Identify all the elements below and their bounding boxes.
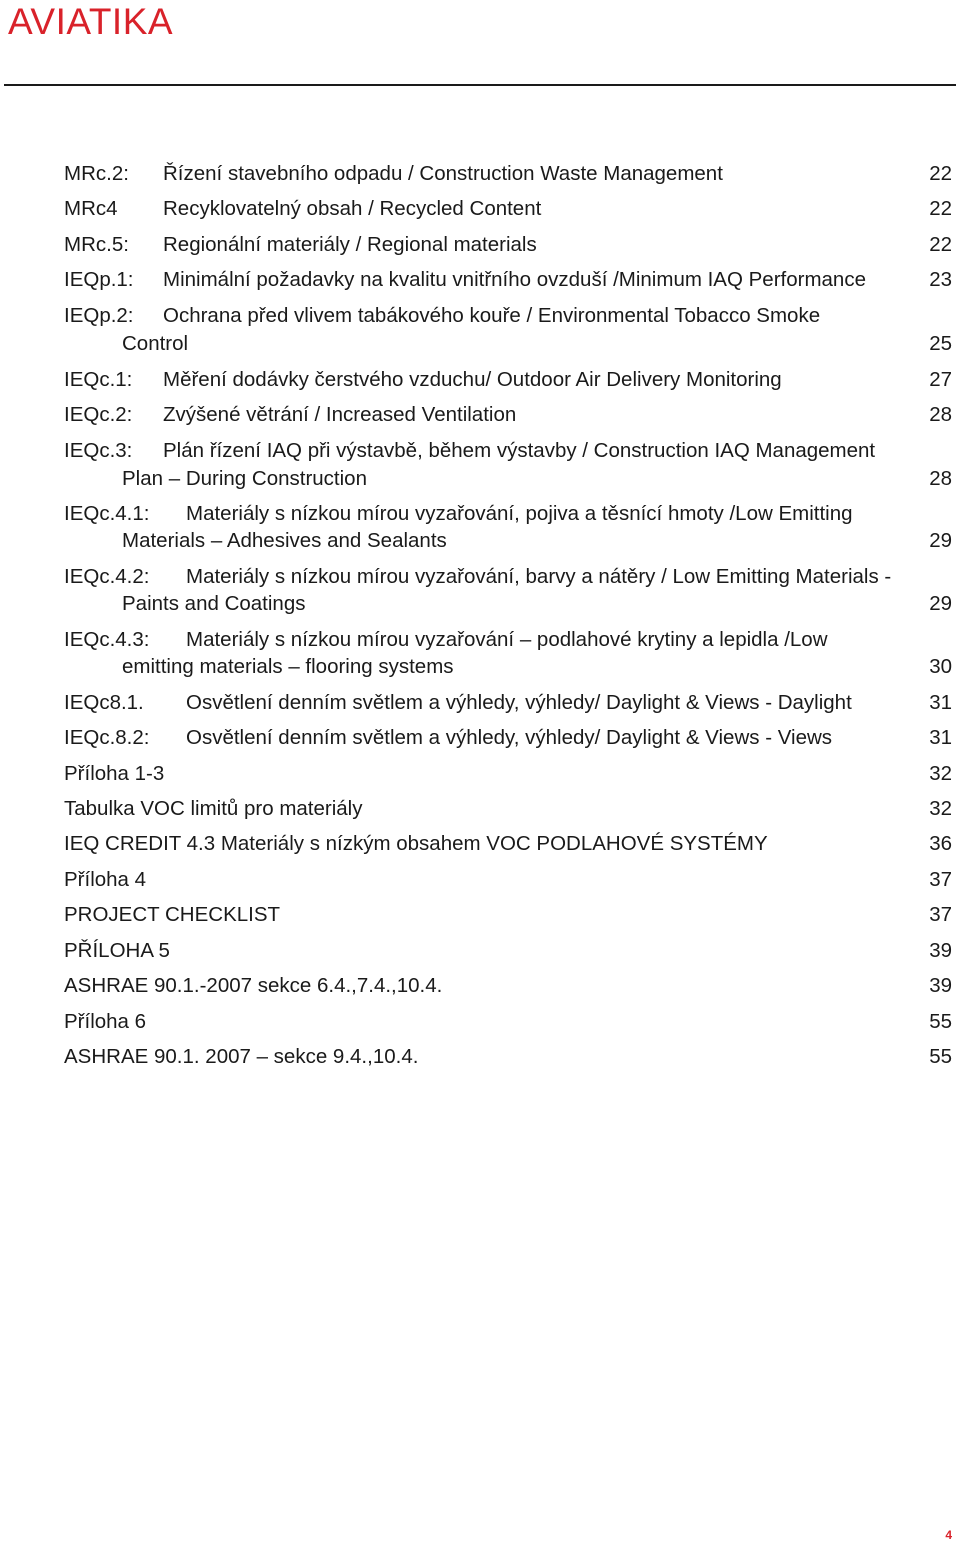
- toc-entry-code: IEQc.4.1:: [64, 502, 150, 525]
- toc-entry-title[interactable]: PŘÍLOHA 5: [64, 939, 170, 962]
- toc-entry-title[interactable]: IEQ CREDIT 4.3 Materiály s nízkým obsahem VOC PODLAHOVÉ SYSTÉMY: [64, 832, 768, 855]
- toc-entry-page: 36: [929, 832, 952, 855]
- toc-entry-code: IEQc.4.3:: [64, 628, 150, 651]
- toc-entry-title[interactable]: Tabulka VOC limitů pro materiály: [64, 797, 363, 820]
- toc-entry-code: IEQc8.1.: [64, 691, 144, 714]
- toc-entry-code: IEQc.4.2:: [64, 565, 150, 588]
- toc-entry-title[interactable]: Osvětlení denním světlem a výhledy, výhledy/ Daylight & Views - Daylight: [186, 691, 852, 714]
- toc-entry-page: 22: [929, 197, 952, 220]
- toc-entry-page: 22: [929, 233, 952, 256]
- toc-entry-page: 37: [929, 868, 952, 891]
- toc-entry-page: 55: [929, 1010, 952, 1033]
- toc-entry-page: 28: [929, 467, 952, 490]
- toc-entry-title[interactable]: ASHRAE 90.1. 2007 – sekce 9.4.,10.4.: [64, 1045, 419, 1068]
- header-divider: [4, 84, 956, 86]
- toc-entry-title[interactable]: Recyklovatelný obsah / Recycled Content: [163, 197, 542, 220]
- toc-entry-title[interactable]: ASHRAE 90.1.-2007 sekce 6.4.,7.4.,10.4.: [64, 974, 443, 997]
- toc-entry-page: 32: [929, 762, 952, 785]
- toc-entry-title[interactable]: Materiály s nízkou mírou vyzařování, pojiva a těsnící hmoty /Low Emitting: [186, 502, 853, 525]
- toc-entry-code: IEQc.1:: [64, 368, 133, 391]
- toc-entry-page: 28: [929, 403, 952, 426]
- toc-entry-title[interactable]: Příloha 6: [64, 1010, 147, 1033]
- toc-entry-page: 23: [929, 268, 952, 291]
- toc-entry-code: IEQp.1:: [64, 268, 134, 291]
- toc-entry-page: 32: [929, 797, 952, 820]
- brand-logo-text: AVIATIKA: [8, 1, 174, 42]
- toc-entry-code: IEQc.2:: [64, 403, 133, 426]
- toc-entry-title[interactable]: Zvýšené větrání / Increased Ventilation: [163, 403, 517, 426]
- toc-entry-code: MRc4: [64, 197, 118, 220]
- toc-entry-title[interactable]: Příloha 1-3: [64, 762, 165, 785]
- toc-entry-title[interactable]: Materiály s nízkou mírou vyzařování, barvy a nátěry / Low Emitting Materials -: [186, 565, 892, 588]
- toc-entry-page: 31: [929, 726, 952, 749]
- toc-entry-title-continued[interactable]: emitting materials – flooring systems: [122, 655, 454, 678]
- toc-entry-page: 29: [929, 529, 952, 552]
- toc-entry-page: 39: [929, 974, 952, 997]
- toc-entry-title[interactable]: Minimální požadavky na kvalitu vnitřního ovzduší /Minimum IAQ Performance: [163, 268, 866, 291]
- toc-entry-page: 27: [929, 368, 952, 391]
- toc-entry-title[interactable]: Materiály s nízkou mírou vyzařování – podlahové krytiny a lepidla /Low: [186, 628, 828, 651]
- toc-entry-title[interactable]: Osvětlení denním světlem a výhledy, výhledy/ Daylight & Views - Views: [186, 726, 833, 749]
- toc-entry-title[interactable]: Ochrana před vlivem tabákového kouře / Environmental Tobacco Smoke: [163, 304, 821, 327]
- toc-entry-code: IEQc.8.2:: [64, 726, 150, 749]
- toc-entry-title[interactable]: Regionální materiály / Regional materials: [163, 233, 537, 256]
- toc-entry-page: 29: [929, 592, 952, 615]
- toc-entry-page: 22: [929, 162, 952, 185]
- toc-entry-title-continued[interactable]: Materials – Adhesives and Sealants: [122, 529, 447, 552]
- toc-entry-title-continued[interactable]: Paints and Coatings: [122, 592, 306, 615]
- toc-entry-title[interactable]: Měření dodávky čerstvého vzduchu/ Outdoor Air Delivery Monitoring: [163, 368, 782, 391]
- toc-entry-page: 25: [929, 332, 952, 355]
- toc-entry-code: IEQc.3:: [64, 439, 133, 462]
- toc-entry-title[interactable]: PROJECT CHECKLIST: [64, 903, 281, 926]
- toc-entry-page: 55: [929, 1045, 952, 1068]
- toc-entry-title[interactable]: Plán řízení IAQ při výstavbě, během výstavby / Construction IAQ Management: [163, 439, 876, 462]
- toc-entry-code: MRc.5:: [64, 233, 129, 256]
- toc-entry-title[interactable]: Příloha 4: [64, 868, 147, 891]
- toc-entry-title-continued[interactable]: Plan – During Construction: [122, 467, 367, 490]
- toc-entry-code: MRc.2:: [64, 162, 129, 185]
- toc-entry-page: 37: [929, 903, 952, 926]
- toc-entry-title-continued[interactable]: Control: [122, 332, 189, 355]
- toc-entry-title[interactable]: Řízení stavebního odpadu / Construction Waste Management: [163, 162, 723, 185]
- toc-entry-page: 39: [929, 939, 952, 962]
- toc-entry-page: 30: [929, 655, 952, 678]
- toc-entry-page: 31: [929, 691, 952, 714]
- page-number: 4: [945, 1528, 952, 1542]
- toc-entry-code: IEQp.2:: [64, 304, 134, 327]
